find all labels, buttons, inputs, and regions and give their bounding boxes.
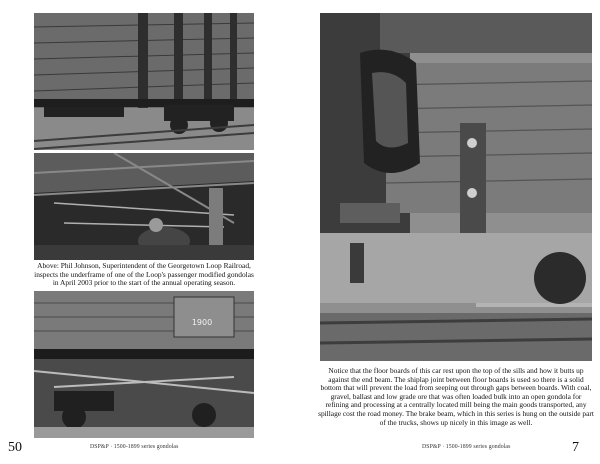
right-page-caption: Notice that the floor boards of this car rest upon the top of the sills and how it butts up against the end beam. The shiplap joint between floor boards is used so there is a solid bottom that will prevent the load from seeping out through gaps between boards. With coal, gravel, ballast and low grade ore that was often loaded bulk into an open gondola for refining and processing at a centrally located mill being the main goods transported, any spillage cost the road money. The brake beam, which in this series is hung on the outside part of the trucks, shows up nicely in this image as well.	[318, 366, 594, 427]
left-page-footer: DSP&P · 1500-1899 series gondolas	[90, 444, 179, 450]
left-page-caption: Above: Phil Johnson, Superintendent of the Georgetown Loop Railroad, inspects the underframe of one of the Loop's passenger modified gondolas in April 2003 prior to the start of the annual operating season.	[34, 261, 254, 288]
underframe-inspection-photo	[34, 153, 254, 260]
right-page-footer: DSP&P · 1500-1899 series gondolas	[422, 444, 511, 450]
left-page-number: 50	[8, 440, 22, 455]
gondola-end-photo	[34, 291, 254, 438]
car-number-stencil: 1900	[191, 318, 213, 327]
right-page-number: 7	[572, 440, 579, 455]
end-beam-closeup-photo	[320, 13, 592, 361]
gondola-side-photo	[34, 13, 254, 150]
